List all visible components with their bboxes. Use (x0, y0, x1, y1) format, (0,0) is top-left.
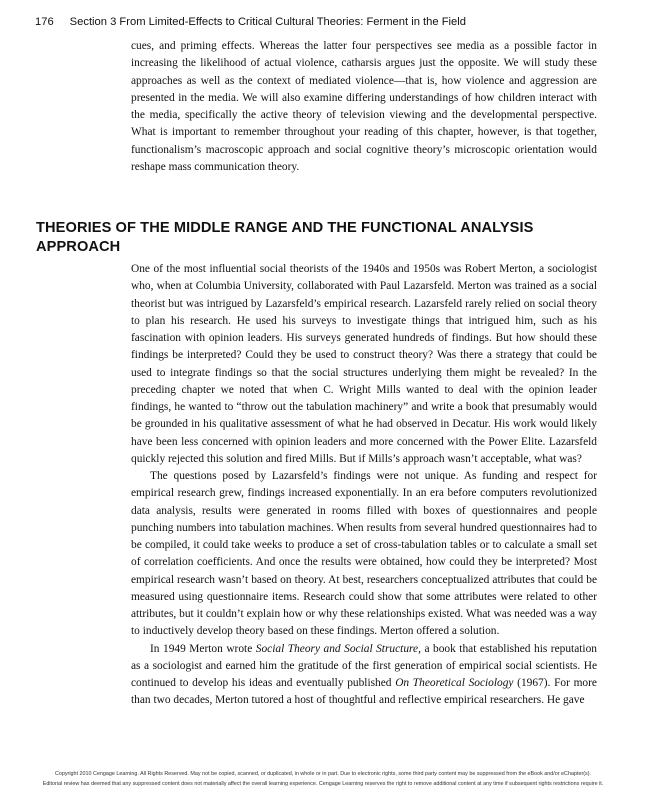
footer-line-1: Copyright 2010 Cengage Learning. All Rights Reserved. May not be copied, scanned, or duplicated, in whole or in part. Due to electronic rights, some third party content may be suppressed from the eBook and/or eChapter(s). (54, 771, 592, 777)
paragraph-3-text-c: (1967). For more than two decades, Merton tutored a host of thoughtful and reflective empirical researchers. He gave (131, 677, 597, 707)
section-heading: THEORIES OF THE MIDDLE RANGE AND THE FUNCTIONAL ANALYSIS APPROACH (36, 220, 534, 255)
footer-line-2: Editorial review has deemed that any suppressed content does not materially affect the overall learning experience. Cengage Learning reserves the right to remove additional content at any time if subsequent rights restrictions require it. (42, 781, 604, 787)
paragraph-3-text-b: a book that established his reputation as a sociologist and earned him the gratitude of the first generation of empirical social scientists. He continued to develop his ideas and eventually published (131, 642, 597, 689)
intro-paragraph: cues, and priming effects. Whereas the latter four perspectives see media as a possible factor in increasing the likelihood of actual violence, catharsis argues just the opposite. We will study these approaches as well as the context of mediated violence—that is, how violence and aggression are presented in the media. We will also examine differing understandings of how children interact with the media, specifically the active theory of television viewing and the developmental perspective. What is important to remember throughout your reading of this chapter, however, is that together, functionalism’s macroscopic approach and social cognitive theory’s microscopic orientation would reshape mass communication theory. (131, 40, 597, 173)
page-number: 176 (35, 16, 54, 28)
book-title-theoretical-sociology: On Theoretical Sociology (395, 677, 514, 689)
paragraph-3 (131, 641, 597, 710)
paragraph-3-text-a: In 1949 Merton wrote (150, 642, 256, 655)
copyright-footer (8, 769, 638, 789)
paragraph-2: The questions posed by Lazarsfeld’s findings were not unique. As funding and respect for empirical research grew, findings increased exponentially. In an era before computers revolutionized data analysis, results were generated in rooms filled with boxes of questionnaires and people punching numbers into tabulation machines. When results from several hundred questionnaires had to be compiled, it could take weeks to produce a set of cross-tabulation tables or to calculate a small set of correlation coefficients. And once the results were obtained, how could they be interpreted? Most empirical research wasn’t based on theory. At best, researchers conceptualized attributes that could be measured using questionnaire items. Research could show that some attributes were related to other attributes, but it couldn’t explain how or why these relationships existed. What was needed was a way to inductively develop theory based on these findings. Merton offered a solution. (131, 470, 597, 638)
running-title: Section 3 From Limited-Effects to Critical Cultural Theories: Ferment in the Field (69, 16, 466, 28)
running-header (35, 16, 625, 28)
paragraph-1: One of the most influential social theorists of the 1940s and 1950s was Robert Merton, a sociologist who, when at Columbia University, collaborated with Paul Lazarsfeld. Merton was trained as a social theorist but was intrigued by Lazarsfeld’s empirical research. Lazarsfeld rarely relied on social theory to plan his research. He used his surveys to investigate things that intrigued him, such as his fascination with opinion leaders. His surveys generated hundreds of findings. But how should these findings be interpreted? Could they be used to construct theory? Was there a strategy that could be used to integrate findings so that the social structures underlying them might be revealed? In the preceding chapter we noted that when C. Wright Mills wanted to deal with the opinion leader findings, he wanted to “throw out the tabulation machinery” and write a book that presumably would be grounded in his qualitative assessment of what he had observed in Decatur. His work would likely have been less concerned with opinion leaders and more concerned with the Power Elite. Lazarsfeld quickly rejected this solution and fired Mills. But if Mills’s approach wasn’t acceptable, what was? (131, 263, 597, 465)
book-title-social-theory: Social Theory and Social Structure, (255, 642, 421, 655)
body-text (131, 261, 597, 710)
